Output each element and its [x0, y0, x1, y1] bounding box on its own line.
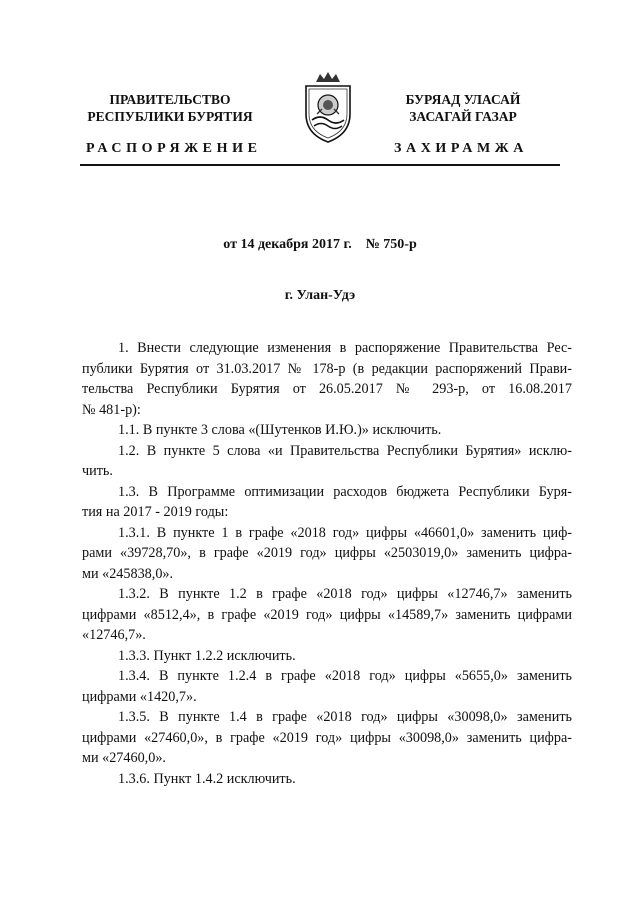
text-line: 1.3.6. Пункт 1.4.2 исключить. — [118, 770, 296, 787]
text-line: 1. Внести следующие изменения в распоряжение Правительства Рес- — [118, 340, 572, 356]
doc-type-bua: ЗАХИРАМЖА — [394, 141, 528, 156]
text-line: рами «39728,70», в графе «2019 год» цифры «2503019,0» заменить цифра- — [82, 545, 572, 561]
text-line: цифрами «1420,7». — [82, 688, 197, 705]
coat-of-arms-icon — [298, 70, 358, 144]
text-line: 1.3.5. В пункте 1.4 в графе «2018 год» цифры «30098,0» заменить — [118, 709, 572, 725]
doc-type-ru: РАСПОРЯЖЕНИЕ — [86, 141, 262, 156]
text-line: ми «27460,0». — [82, 750, 166, 766]
document-city: г. Улан-Удэ — [284, 288, 356, 303]
text-line: цифрами «8512,4», в графе «2019 год» цифры «14589,7» заменить цифрами — [82, 606, 572, 623]
text-line: 1.3.3. Пункт 1.2.2 исключить. — [118, 647, 296, 664]
text-line: тия на 2017 - 2019 годы: — [82, 504, 229, 520]
org-name-bua-line2: ЗАСАГАЙ ГАЗАР — [409, 109, 517, 124]
text-line: 1.3.2. В пункте 1.2 в графе «2018 год» цифры «12746,7» заменить — [118, 586, 572, 602]
text-line: чить. — [82, 463, 113, 479]
document-body — [82, 338, 572, 789]
text-line: № 481-р): — [82, 401, 141, 418]
text-line: цифрами «27460,0», в графе «2019 год» цифры «30098,0» заменить цифра- — [82, 729, 572, 746]
text-line: ми «245838,0». — [82, 565, 174, 582]
text-line: 1.1. В пункте 3 слова «(Шутенков И.Ю.)» исключить. — [118, 422, 442, 438]
header-right — [383, 91, 543, 125]
document-date-number: от 14 декабря 2017 г. № 750-р — [223, 237, 417, 252]
text-line: 1.3.1. В пункте 1 в графе «2018 год» цифры «46601,0» заменить циф- — [118, 524, 572, 541]
org-name-ru-line2: РЕСПУБЛИКИ БУРЯТИЯ — [87, 109, 253, 124]
text-line: 1.3. В Программе оптимизации расходов бюджета Республики Буря- — [118, 483, 572, 500]
text-line: 1.2. В пункте 5 слова «и Правительства Республики Бурятия» исклю- — [118, 442, 572, 459]
header-left — [80, 91, 260, 125]
text-line: тельства Республики Бурятия от 26.05.2017 № 293-р, от 16.08.2017 — [82, 381, 572, 397]
header-divider — [80, 164, 560, 166]
text-line: «12746,7». — [82, 627, 146, 643]
text-line: 1.3.4. В пункте 1.2.4 в графе «2018 год» цифры «5655,0» заменить — [118, 668, 572, 684]
text-line: публики Бурятия от 31.03.2017 № 178-р (в редакции распоряжений Прави- — [82, 360, 572, 377]
org-name-bua-line1: БУРЯАД УЛАСАЙ — [405, 92, 521, 107]
org-name-ru-line1: ПРАВИТЕЛЬСТВО — [109, 92, 231, 107]
